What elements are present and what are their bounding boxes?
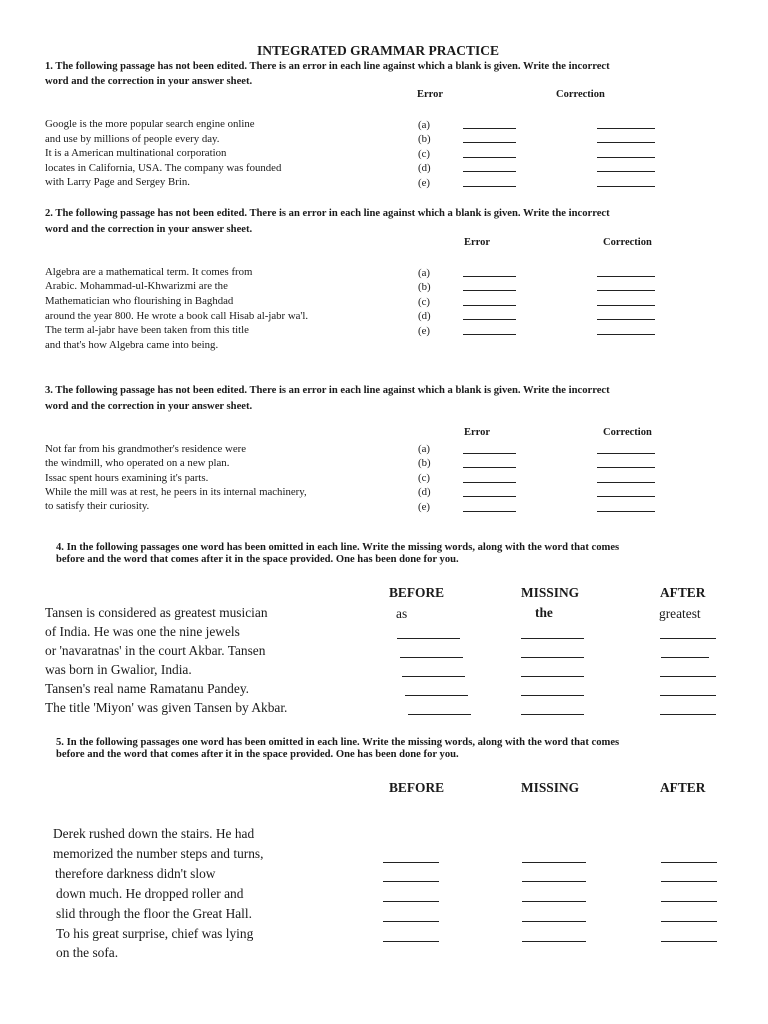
q1-instruction-line-2: word and the correction in your answer sheet. <box>45 76 253 87</box>
q2-correction-blank[interactable] <box>597 334 655 335</box>
q1-error-blank[interactable] <box>463 142 516 143</box>
q2-passage-line: Arabic. Mohammad-ul-Khwarizmi are the <box>45 280 228 292</box>
q2-error-header: Error <box>464 237 491 248</box>
q2-passage-line: Mathematician who flourishing in Baghdad <box>45 295 234 307</box>
q3-item-letter: (e) <box>418 501 430 513</box>
q1-item-letter: (d) <box>418 162 431 174</box>
q5-missing-blank[interactable] <box>522 901 586 902</box>
q3-correction-blank[interactable] <box>597 467 655 468</box>
q2-passage-line: Algebra are a mathematical term. It comes from <box>45 266 253 278</box>
q4-passage-line: Tansen's real name Ramatanu Pandey. <box>45 681 249 696</box>
q3-instruction-line-1: 3. The following passage has not been edited. There is an error in each line against which a blank is given. Write the incorrect <box>45 385 610 396</box>
q1-correction-blank[interactable] <box>597 142 655 143</box>
q4-after-blank[interactable] <box>661 657 709 658</box>
q3-correction-blank[interactable] <box>597 511 655 512</box>
q4-before-blank[interactable] <box>405 695 468 696</box>
q1-item-letter: (c) <box>418 148 430 160</box>
q4-missing-blank[interactable] <box>521 657 584 658</box>
q2-item-letter: (b) <box>418 281 431 293</box>
q3-item-letter: (a) <box>418 443 430 455</box>
q5-passage-line: Derek rushed down the stairs. He had <box>53 826 255 841</box>
q2-passage-line: and that's how Algebra came into being. <box>45 339 219 351</box>
q2-item-letter: (e) <box>418 325 430 337</box>
q3-error-header: Error <box>464 427 491 438</box>
q1-passage-line: and use by millions of people every day. <box>45 133 220 145</box>
q4-before-blank[interactable] <box>402 676 465 677</box>
q4-example-after: greatest <box>659 606 701 621</box>
q1-correction-blank[interactable] <box>597 157 655 158</box>
q5-before-blank[interactable] <box>383 921 439 922</box>
q1-instruction-line-1: 1. The following passage has not been edited. There is an error in each line against which a blank is given. Write the incorrect <box>45 61 610 72</box>
q3-error-blank[interactable] <box>463 482 516 483</box>
q3-item-letter: (d) <box>418 486 431 498</box>
q3-instruction-line-2: word and the correction in your answer sheet. <box>45 401 253 412</box>
q1-item-letter: (e) <box>418 177 430 189</box>
q5-passage-line: down much. He dropped roller and <box>56 886 244 901</box>
q5-before-blank[interactable] <box>383 881 439 882</box>
q3-correction-header: Correction <box>603 427 652 438</box>
q4-after-blank[interactable] <box>660 676 716 677</box>
q5-after-header: AFTER <box>660 780 706 795</box>
q4-example-missing: the <box>535 605 553 620</box>
q2-item-letter: (a) <box>418 267 430 279</box>
q4-missing-blank[interactable] <box>521 638 584 639</box>
q5-after-blank[interactable] <box>661 941 717 942</box>
q4-before-blank[interactable] <box>397 638 460 639</box>
q2-error-blank[interactable] <box>463 319 516 320</box>
q1-error-blank[interactable] <box>463 186 516 187</box>
q1-item-letter: (a) <box>418 119 430 131</box>
q4-after-blank[interactable] <box>660 714 716 715</box>
q5-before-header: BEFORE <box>389 780 445 795</box>
q4-after-blank[interactable] <box>660 695 716 696</box>
q1-correction-header: Correction <box>556 89 605 100</box>
q2-instruction-line-2: word and the correction in your answer sheet. <box>45 224 253 235</box>
q2-error-blank[interactable] <box>463 290 516 291</box>
q5-after-blank[interactable] <box>661 862 717 863</box>
q2-error-blank[interactable] <box>463 276 516 277</box>
q4-passage-line: Tansen is considered as greatest musician <box>45 605 268 620</box>
page-title: INTEGRATED GRAMMAR PRACTICE <box>257 43 500 58</box>
q4-instruction-line-1: 4. In the following passages one word has been omitted in each line. Write the missing words, along with the word that comes <box>56 542 620 553</box>
q4-after-header: AFTER <box>660 585 706 600</box>
q5-before-blank[interactable] <box>383 941 439 942</box>
q1-error-blank[interactable] <box>463 171 516 172</box>
q1-correction-blank[interactable] <box>597 128 655 129</box>
q5-missing-header: MISSING <box>521 780 580 795</box>
q3-passage-line: to satisfy their curiosity. <box>45 500 150 512</box>
q4-after-blank[interactable] <box>660 638 716 639</box>
q3-item-letter: (c) <box>418 472 430 484</box>
q4-before-blank[interactable] <box>400 657 463 658</box>
q3-error-blank[interactable] <box>463 496 516 497</box>
q4-missing-header: MISSING <box>521 585 580 600</box>
q5-passage-line: on the sofa. <box>56 945 119 960</box>
q4-passage-line: of India. He was one the nine jewels <box>45 624 240 639</box>
q2-correction-blank[interactable] <box>597 276 655 277</box>
q4-passage-line: The title 'Miyon' was given Tansen by Akbar. <box>45 700 288 715</box>
q2-error-blank[interactable] <box>463 305 516 306</box>
q5-instruction-line-1: 5. In the following passages one word has been omitted in each line. Write the missing words, along with the word that comes <box>56 737 620 748</box>
q2-passage-line: The term al-jabr have been taken from this title <box>45 324 249 336</box>
q5-instruction-line-2: before and the word that comes after it in the space provided. One has been done for you. <box>56 749 459 760</box>
q4-passage-line: was born in Gwalior, India. <box>45 662 192 677</box>
q5-passage-line: memorized the number steps and turns, <box>53 846 264 861</box>
q4-passage-line: or 'navaratnas' in the court Akbar. Tansen <box>45 643 266 658</box>
q3-passage-line: While the mill was at rest, he peers in its internal machinery, <box>45 486 307 498</box>
q5-before-blank[interactable] <box>383 901 439 902</box>
q1-passage-line: locates in California, USA. The company was founded <box>45 162 282 174</box>
q5-passage-line: To his great surprise, chief was lying <box>56 926 254 941</box>
q5-passage-line: slid through the floor the Great Hall. <box>56 906 252 921</box>
q3-correction-blank[interactable] <box>597 482 655 483</box>
q2-item-letter: (c) <box>418 296 430 308</box>
q2-passage-line: around the year 800. He wrote a book call Hisab al-jabr wa'l. <box>45 310 309 322</box>
q2-correction-blank[interactable] <box>597 319 655 320</box>
q1-passage-line: Google is the more popular search engine online <box>45 118 255 130</box>
q4-missing-blank[interactable] <box>521 714 584 715</box>
q3-error-blank[interactable] <box>463 511 516 512</box>
q4-before-blank[interactable] <box>408 714 471 715</box>
q3-passage-line: the windmill, who operated on a new plan. <box>45 457 230 469</box>
q5-missing-blank[interactable] <box>522 862 586 863</box>
q3-correction-blank[interactable] <box>597 453 655 454</box>
q4-missing-blank[interactable] <box>521 676 584 677</box>
q2-instruction-line-1: 2. The following passage has not been edited. There is an error in each line against which a blank is given. Write the incorrect <box>45 208 610 219</box>
q1-correction-blank[interactable] <box>597 171 655 172</box>
q3-error-blank[interactable] <box>463 453 516 454</box>
q2-error-blank[interactable] <box>463 334 516 335</box>
q3-passage-line: Not far from his grandmother's residence were <box>45 443 247 455</box>
q2-correction-blank[interactable] <box>597 290 655 291</box>
q1-error-blank[interactable] <box>463 128 516 129</box>
q5-after-blank[interactable] <box>661 881 717 882</box>
q5-after-blank[interactable] <box>661 901 717 902</box>
q3-error-blank[interactable] <box>463 467 516 468</box>
q4-missing-blank[interactable] <box>521 695 584 696</box>
q5-missing-blank[interactable] <box>522 921 586 922</box>
q1-error-header: Error <box>417 89 444 100</box>
q4-before-header: BEFORE <box>389 585 445 600</box>
q5-after-blank[interactable] <box>661 921 717 922</box>
q3-item-letter: (b) <box>418 457 431 469</box>
q1-correction-blank[interactable] <box>597 186 655 187</box>
q3-correction-blank[interactable] <box>597 496 655 497</box>
q2-item-letter: (d) <box>418 310 431 322</box>
q2-correction-header: Correction <box>603 237 652 248</box>
q5-passage-line: therefore darkness didn't slow <box>55 866 216 881</box>
q5-missing-blank[interactable] <box>522 941 586 942</box>
q2-correction-blank[interactable] <box>597 305 655 306</box>
q4-example-before: as <box>396 606 408 621</box>
q5-missing-blank[interactable] <box>522 881 586 882</box>
q3-passage-line: Issac spent hours examining it's parts. <box>45 472 209 484</box>
q5-before-blank[interactable] <box>383 862 439 863</box>
q1-error-blank[interactable] <box>463 157 516 158</box>
q4-instruction-line-2: before and the word that comes after it in the space provided. One has been done for you. <box>56 554 459 565</box>
q1-item-letter: (b) <box>418 133 431 145</box>
q1-passage-line: It is a American multinational corporation <box>45 147 227 159</box>
q1-passage-line: with Larry Page and Sergey Brin. <box>45 176 190 188</box>
